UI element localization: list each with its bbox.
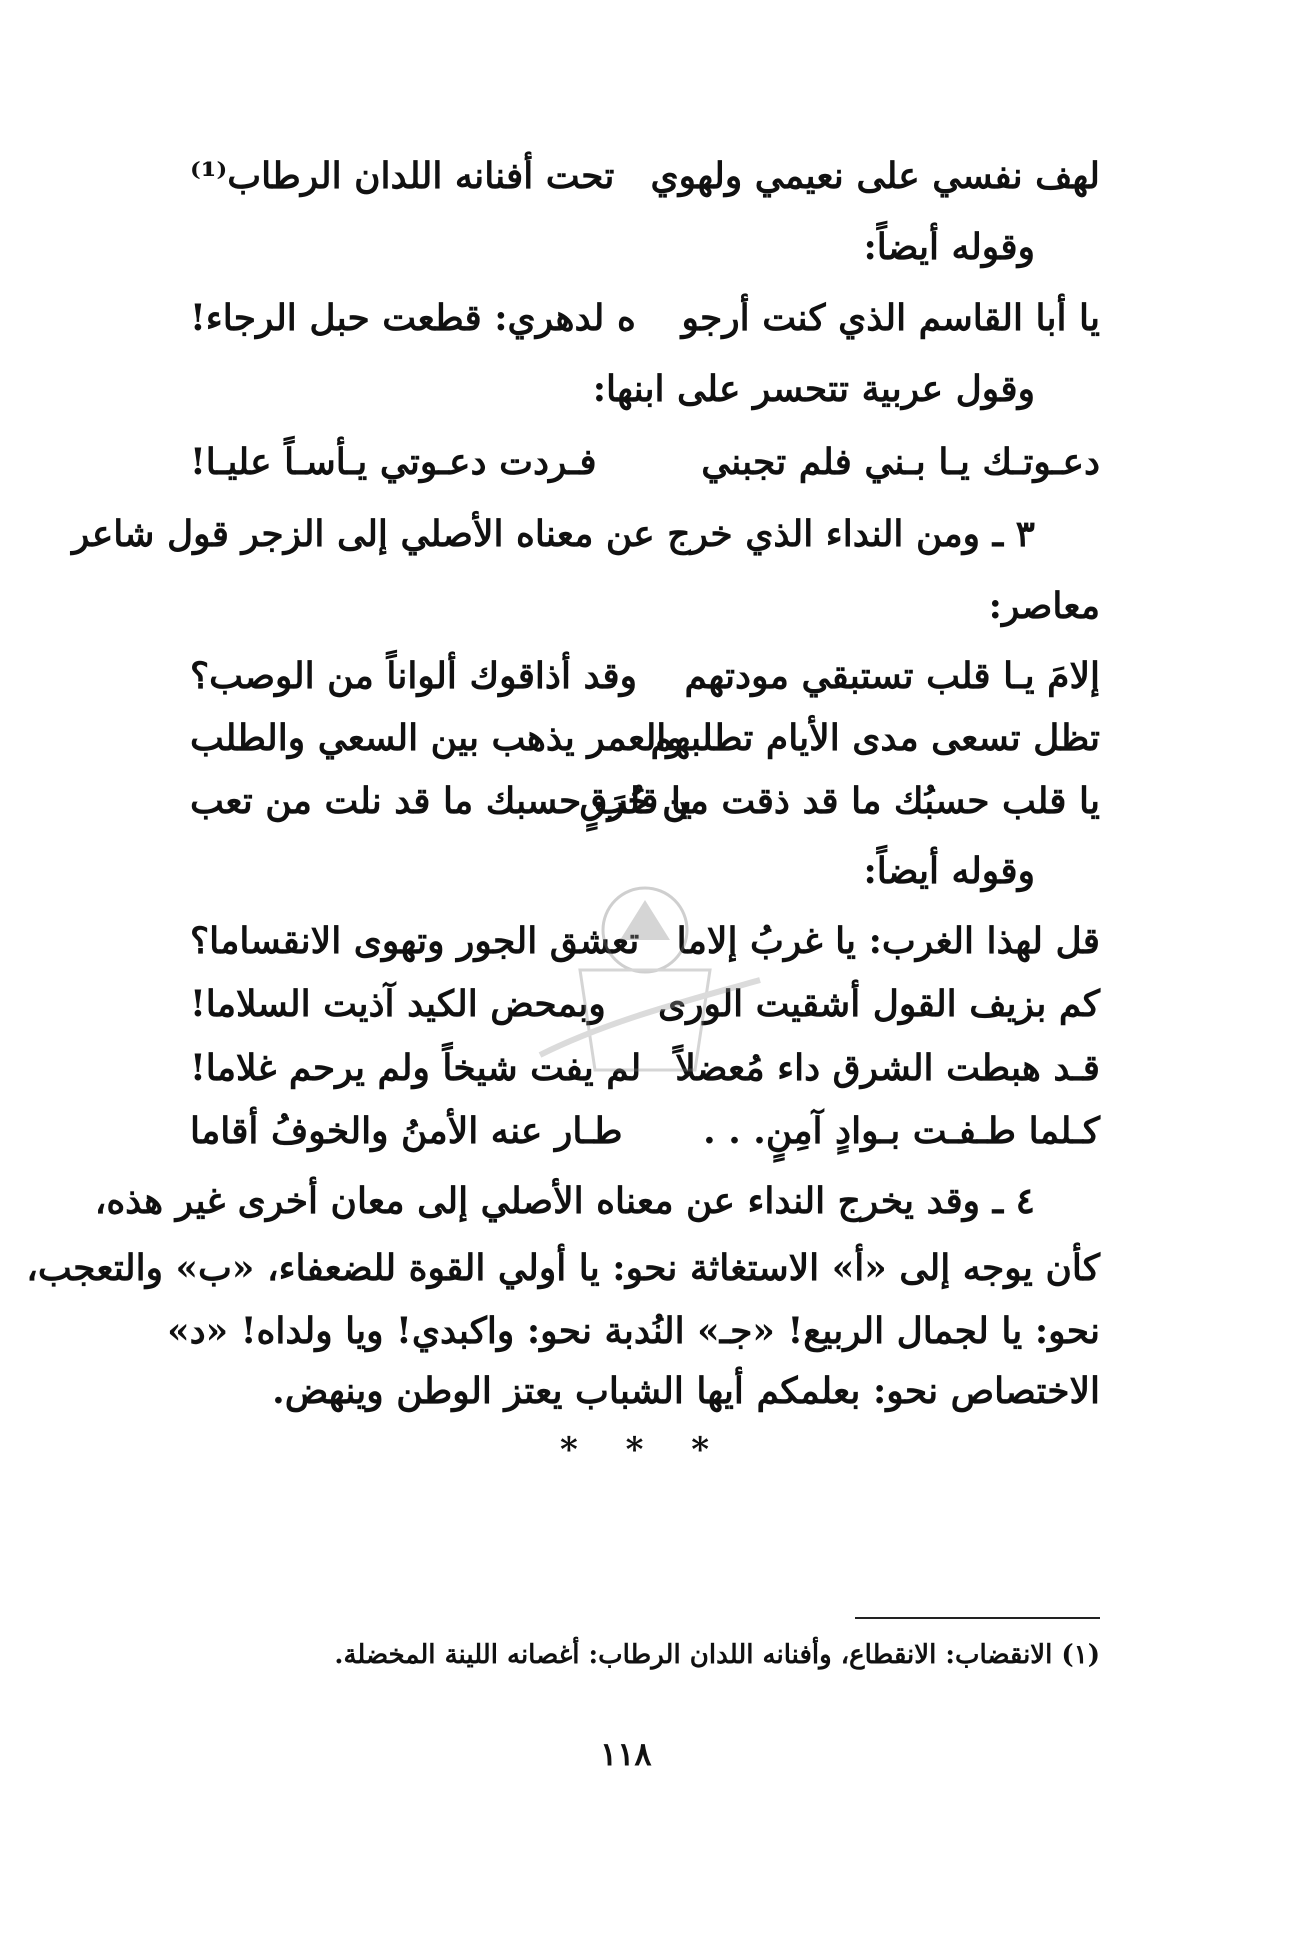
- verse-second-hemistich: طـار عنه الأمنُ والخوفُ أقاما: [190, 1110, 623, 1152]
- verse-second-hemistich: تحت أفنانه اللدان الرطاب⁽¹⁾: [190, 155, 615, 197]
- verse-first-hemistich: دعـوتـك يـا بـني فلم تجبني: [701, 441, 1100, 483]
- verse-second-hemistich: فـردت دعـوتي يـأسـاً عليـا!: [190, 441, 597, 483]
- verse-first-hemistich: إلامَ يـا قلب تستبقي مودتهم: [684, 655, 1100, 697]
- verse-line: [190, 717, 1100, 767]
- verse-line: [190, 1110, 1100, 1160]
- section-separator: * * *: [560, 1430, 728, 1470]
- text-line: معاصر:: [988, 585, 1100, 627]
- text-line: وقوله أيضاً:: [863, 226, 1035, 268]
- verse-line: [190, 655, 1100, 705]
- text-line: وقول عربية تتحسر على ابنها:: [592, 368, 1035, 410]
- verse-first-hemistich: كـلما طـفـت بـوادٍ آمِنٍ. . .: [703, 1110, 1100, 1152]
- verse-first-hemistich: يا أبا القاسم الذي كنت أرجو: [681, 297, 1100, 339]
- text-line: ٣ ـ ومن النداء الذي خرج عن معناه الأصلي إلى الزجر قول شاعر: [71, 513, 1035, 555]
- verse-first-hemistich: لهف نفسي على نعيمي ولهوي: [650, 155, 1100, 197]
- text-line: نحو: يا لجمال الربيع! «جـ» النُدبة نحو: واكبدي! ويا ولداه! «د»: [167, 1310, 1100, 1352]
- footnote-divider: [855, 1617, 1100, 1619]
- verse-line: [190, 780, 1100, 830]
- text-line: ٤ ـ وقد يخرج النداء عن معناه الأصلي إلى معان أخرى غير هذه،: [94, 1180, 1035, 1222]
- text-line: وقوله أيضاً:: [863, 850, 1035, 892]
- verse-second-hemistich: لم يفت شيخاً ولم يرحم غلاما!: [190, 1047, 642, 1089]
- verse-second-hemistich: وقد أذاقوك ألواناً من الوصب؟: [190, 655, 637, 697]
- verse-first-hemistich: كم بزيف القول أشقيت الورى: [657, 983, 1100, 1025]
- verse-second-hemistich: وبمحض الكيد آذيت السلاما!: [190, 983, 606, 1025]
- verse-line: [190, 155, 1100, 205]
- footnote: (١) الانقضاب: الانقطاع، وأفنانه اللدان الرطاب: أغصانه اللينة المخضلة.: [334, 1640, 1100, 1670]
- verse-second-hemistich: ه لدهري: قطعت حبل الرجاء!: [190, 297, 636, 339]
- verse-first-hemistich: قل لهذا الغرب: يا غربُ إلاما: [676, 920, 1100, 962]
- library-stamp-watermark: [520, 870, 770, 1100]
- verse-first-hemistich: تظل تسعى مدى الأيام تطلبهم: [650, 717, 1100, 759]
- verse-line: [190, 297, 1100, 347]
- verse-first-hemistich: قـد هبطت الشرق داء مُعضلاً: [675, 1047, 1100, 1089]
- verse-second-hemistich: والعمر يذهب بين السعي والطلب: [190, 717, 684, 759]
- text-line: الاختصاص نحو: بعلمكم أيها الشباب يعتز الوطن وينهض.: [272, 1370, 1100, 1412]
- verse-second-hemistich: تعشق الجور وتهوى الانقساما؟: [190, 920, 640, 962]
- verse-second-hemistich: يا قلب حسبك ما قد نلت من تعب: [190, 780, 692, 822]
- text-line: كأن يوجه إلى «أ» الاستغاثة نحو: يا أولي القوة للضعفاء، «ب» والتعجب،: [26, 1247, 1100, 1289]
- verse-first-hemistich: يا قلب حسبُك ما قد ذقت من حُرَقٍ: [579, 780, 1100, 822]
- verse-line: [190, 441, 1100, 491]
- page-number: ١١٨: [600, 1735, 652, 1773]
